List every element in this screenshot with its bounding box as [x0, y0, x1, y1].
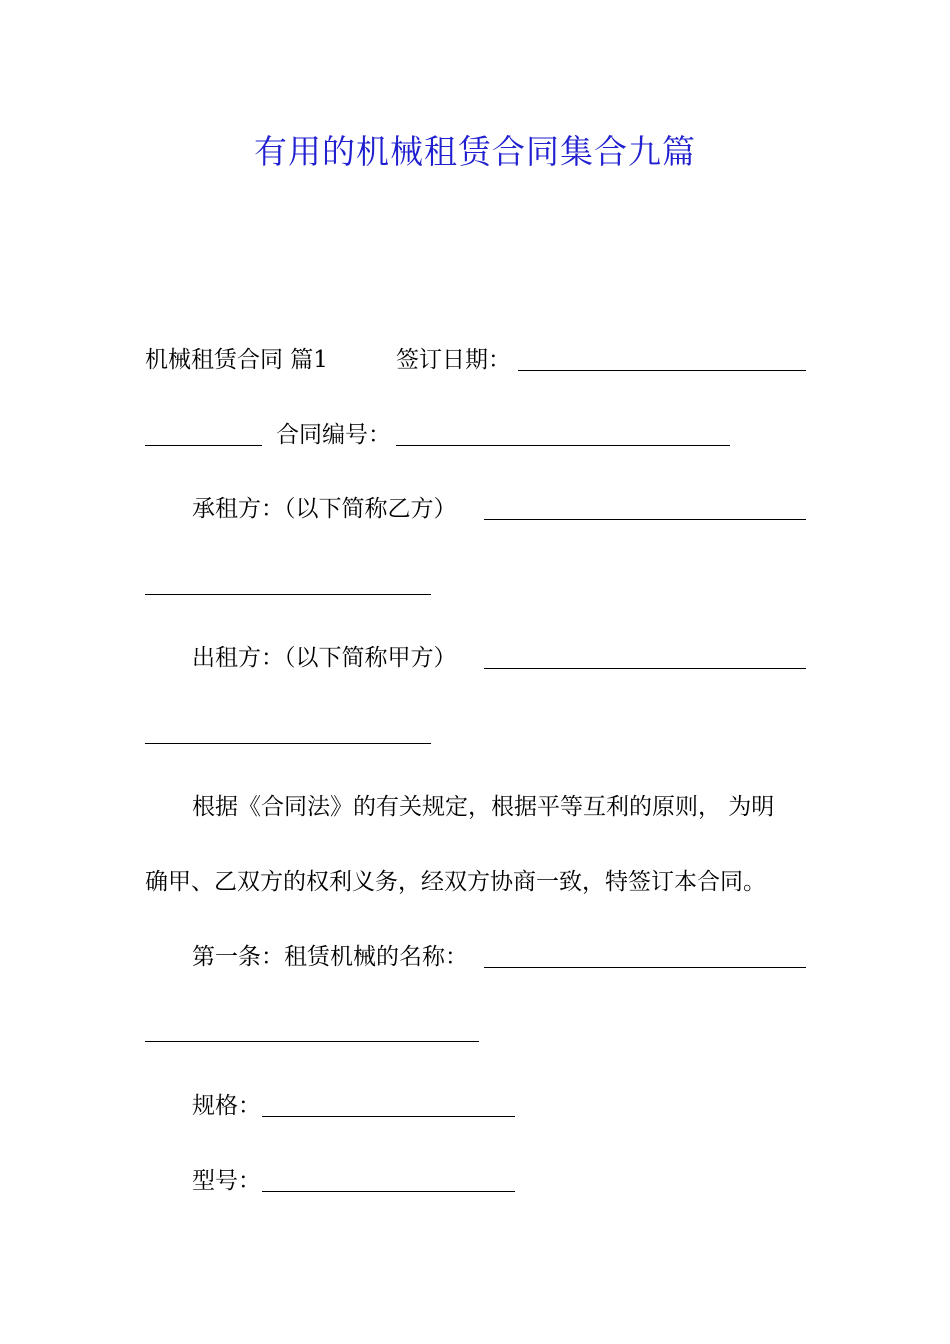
- lessee-blank: [484, 519, 806, 520]
- lessor-label: 出租方：（以下简称甲方）: [192, 645, 457, 671]
- contract-number-label: 合同编号：: [276, 422, 391, 448]
- spec-blank: [262, 1116, 515, 1117]
- lessor-blank-continued: [145, 743, 431, 744]
- lessee-blank-continued: [145, 594, 431, 595]
- model-label: 型号：: [192, 1168, 261, 1194]
- article-1-label: 第一条：租赁机械的名称：: [192, 944, 468, 970]
- sign-date-blank: [518, 370, 806, 371]
- contract-number-blank: [396, 445, 730, 446]
- sign-date-label: 签订日期：: [396, 347, 511, 373]
- preamble-text-2: 确甲、乙双方的权利义务，经双方协商一致，特签订本合同。: [145, 869, 766, 895]
- preamble-text-1: 根据《合同法》的有关规定，根据平等互利的原则， 为明: [192, 794, 775, 820]
- sign-date-blank-continued: [145, 445, 262, 446]
- lessee-label: 承租方：（以下简称乙方）: [192, 496, 457, 522]
- machine-name-blank-continued: [145, 1041, 479, 1042]
- model-blank: [262, 1191, 515, 1192]
- machine-name-blank: [484, 967, 806, 968]
- contract-heading: 机械租赁合同 篇1: [145, 347, 328, 373]
- document-title: 有用的机械租赁合同集合九篇: [254, 132, 696, 171]
- lessor-blank: [484, 668, 806, 669]
- spec-label: 规格：: [192, 1093, 261, 1119]
